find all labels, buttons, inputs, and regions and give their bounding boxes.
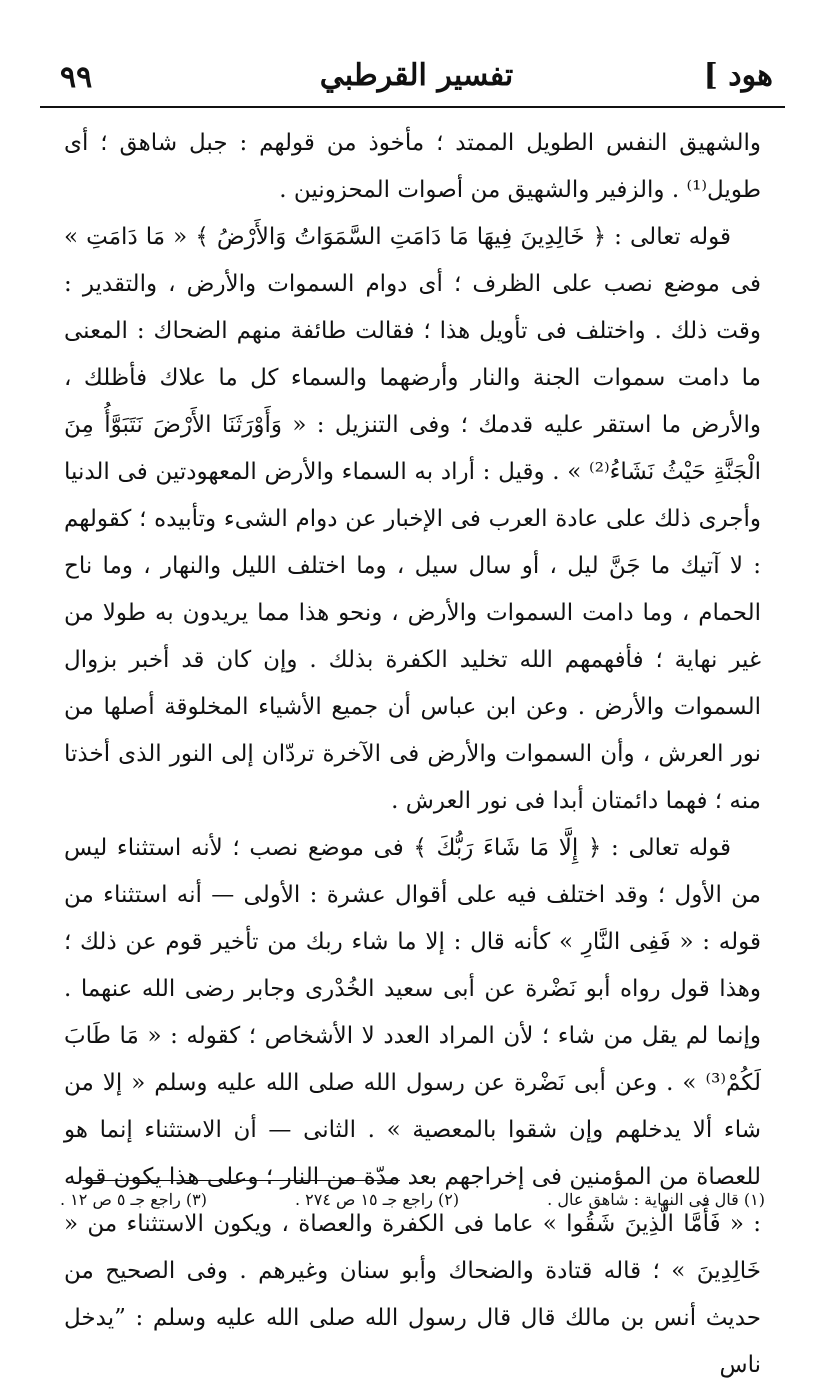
footnotes: [60, 1188, 765, 1212]
surah-name: هود ]: [703, 58, 773, 93]
book-title: تفسير القرطبي: [319, 58, 514, 93]
footnote-divider: [80, 1180, 400, 1181]
header-divider: [40, 106, 785, 108]
paragraph-2: قوله تعالى : ﴿ خَالِدِينَ فِيهَا مَا دَامَتِ السَّمَوَاتُ وَالأَرْضُ ﴾ « مَا دَامَتِ » فى موضع نصب على الظرف ؛ أى دوام السموات والأرض ، والتقدير : وقت ذلك . واختلف فى تأويل هذا ؛ فقالت طائفة منهم الضحاك : المعنى ما دامت سموات الجنة والنار وأرضهما والسماء كل ما علاك فأظلك ، والأرض ما استقر عليه قدمك ؛ وفى التنزيل : « وَأَوْرَثَنَا الأَرْضَ نَتَبَوَّأُ مِنَ الْجَنَّةِ حَيْثُ نَشَاءُ⁽²⁾ » . وقيل : أراد به السماء والأرض المعهودتين فى الدنيا وأجرى ذلك على عادة العرب فى الإخبار عن دوام الشىء وتأبيده ؛ كقولهم : لا آتيك ما جَنَّ ليل ، أو سال سيل ، وما اختلف الليل والنهار ، وما ناح الحمام ، وما دامت السموات والأرض ، ونحو هذا مما يريدون به طولا من غير نهاية ؛ فأفهمهم الله تخليد الكفرة بذلك . وإن كان قد أخبر بزوال السموات والأرض . وعن ابن عباس أن جميع الأشياء المخلوقة أصلها من نور العرش ، وأن السموات والأرض فى الآخرة تردّان إلى النور الذى أخذتا منه ؛ فهما دائمتان أبدا فى نور العرش .: [64, 224, 761, 814]
paragraph-1: والشهيق النفس الطويل الممتد ؛ مأخوذ من قولهم : جبل شاهق ؛ أى طويل⁽¹⁾ . والزفير والشهيق من أصوات المحزونين .: [64, 130, 761, 203]
footnote-2: (٢) راجع جـ ١٥ ص ٢٧٤ .: [294, 1190, 460, 1209]
paragraph-3: قوله تعالى : ﴿ إِلَّا مَا شَاءَ رَبُّكَ ﴾ فى موضع نصب ؛ لأنه استثناء ليس من الأول ؛ وقد اختلف فيه على أقوال عشرة : الأولى — أنه استثناء من قوله : « فَفِى النَّارِ » كأنه قال : إلا ما شاء ربك من تأخير قوم عن ذلك ؛ وهذا قول رواه أبو نَضْرة عن أبى سعيد الخُدْرى وجابر رضى الله عنهما . وإنما لم يقل من شاء ؛ لأن المراد العدد لا الأشخاص ؛ كقوله : « مَا طَابَ لَكُمْ⁽³⁾ » . وعن أبى نَضْرة عن رسول الله صلى الله عليه وسلم « إلا من شاء ألا يدخلهم وإن شقوا بالمعصية » . الثانى — أن الاستثناء إنما هو للعصاة من المؤمنين فى إخراجهم بعد مدّة من النار ؛ وعلى هذا يكون قوله : « فَأَمَّا الَّذِينَ شَقُوا » عاما فى الكفرة والعصاة ، ويكون الاستثناء من « خَالِدِينَ » ؛ قاله قتادة والضحاك وأبو سنان وغيرهم . وفى الصحيح من حديث أنس بن مالك قال قال رسول الله صلى الله عليه وسلم : ”يدخل ناس: [64, 835, 761, 1378]
footnote-1: (١) قال فى النهاية : شاهق عال .: [547, 1190, 765, 1209]
page-header: [60, 56, 773, 106]
footnote-3: (٣) راجع جـ ٥ ص ١٢ .: [60, 1190, 207, 1209]
page-number: ٩٩: [60, 60, 93, 95]
